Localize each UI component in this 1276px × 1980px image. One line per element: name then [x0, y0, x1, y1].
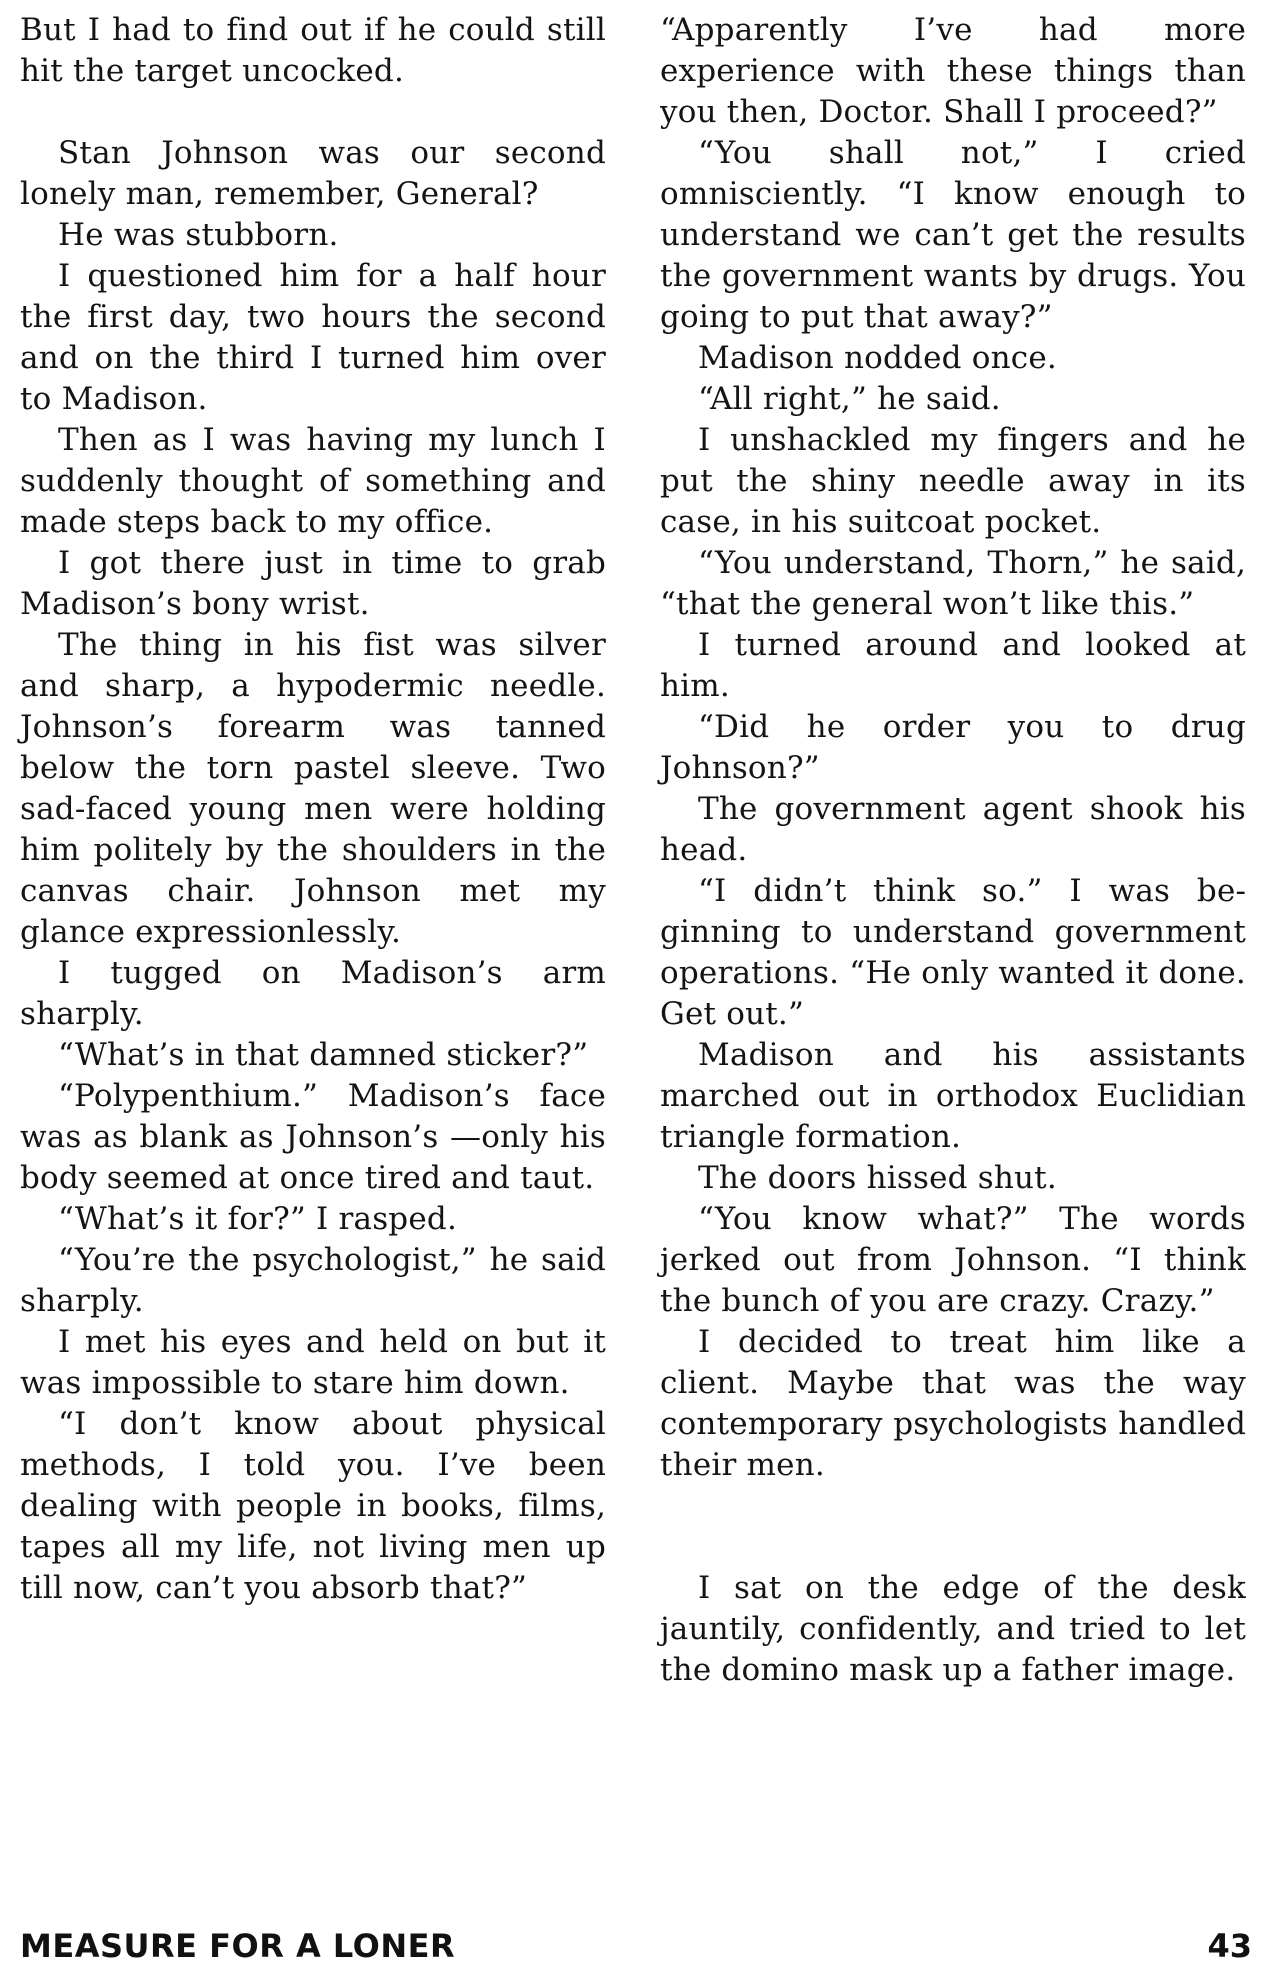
paragraph: The government agent shook his head.: [660, 791, 1246, 868]
running-title: MEASURE FOR A LONER: [20, 1927, 456, 1965]
paragraph: Then as I was having my lunch I suddenly thought of something and made steps back to my office.: [20, 422, 606, 540]
paragraph: I met his eyes and held on but it was impossible to stare him down.: [20, 1324, 606, 1401]
paragraph: The thing in his fist was silver and sharp, a hypodermic needle. Johnson’s forearm was tanned below the torn pastel sleeve. Two sad-faced young men were holding him politely by the shoulders in the canvas chair. Johnson met my glance expressionlessly.: [20, 627, 606, 950]
paragraph: But I had to find out if he could still hit the target uncocked.: [20, 12, 606, 89]
paragraph: I got there just in time to grab Madison’s bony wrist.: [20, 545, 606, 622]
paragraph: “You shall not,” I cried omnisciently. “I know enough to understand we can’t get the results the government wants by drugs. You going to put that away?”: [660, 135, 1246, 335]
paragraph: “Did he order you to drug Johnson?”: [660, 709, 1246, 786]
paragraph: “Apparently I’ve had more experience with these things than you then, Doctor. Shall I proceed?”: [660, 12, 1246, 130]
paragraph: “Polypenthium.” Madison’s face was as blank as Johnson’s —only his body seemed at once tired and taut.: [20, 1078, 606, 1196]
paragraph: I questioned him for a half hour the first day, two hours the second and on the third I turned him over to Madison.: [20, 258, 606, 417]
paragraph: “All right,” he said.: [698, 381, 1001, 417]
paragraph: “I don’t know about physical methods, I told you. I’ve been dealing with people in books, films, tapes all my life, not living men up till now, can’t you absorb that?”: [20, 1406, 606, 1606]
page-footer: [20, 1922, 1256, 1970]
paragraph: I turned around and looked at him.: [660, 627, 1246, 704]
paragraph: Madison nodded once.: [698, 340, 1057, 376]
paragraph: Stan Johnson was our second lonely man, remember, General?: [20, 135, 606, 212]
paragraph: “What’s in that damned sticker?”: [58, 1037, 589, 1073]
paragraph: “You understand, Thorn,” he said, “that the general won’t like this.”: [660, 545, 1246, 622]
paragraph: I sat on the edge of the desk jauntily, confidently, and tried to let the domino mask up a father image.: [660, 1570, 1246, 1688]
paragraph: He was stubborn.: [58, 217, 339, 253]
right-text-column: [660, 10, 1246, 1691]
paragraph: Madison and his assistants marched out in orthodox Euclidian triangle formation.: [660, 1037, 1246, 1155]
paragraph: “You’re the psychologist,” he said sharply.: [20, 1242, 606, 1319]
paragraph: “I didn’t think so.” I was beginning to understand government operations. “He only wanted it done. Get out.”: [660, 873, 1246, 1032]
paragraph: I decided to treat him like a client. Maybe that was the way contemporary psychologists handled their men.: [660, 1324, 1246, 1483]
paragraph: “What’s it for?” I rasped.: [58, 1201, 457, 1237]
left-text-column: [20, 10, 606, 1609]
paragraph: I tugged on Madison’s arm sharply.: [20, 955, 606, 1032]
page-number: 43: [1207, 1927, 1252, 1965]
paragraph: “You know what?” The words jerked out from Johnson. “I think the bunch of you are crazy. Crazy.”: [660, 1201, 1246, 1319]
paragraph: The doors hissed shut.: [698, 1160, 1057, 1196]
paragraph: I unshackled my fingers and he put the shiny needle away in its case, in his suitcoat pocket.: [660, 422, 1246, 540]
